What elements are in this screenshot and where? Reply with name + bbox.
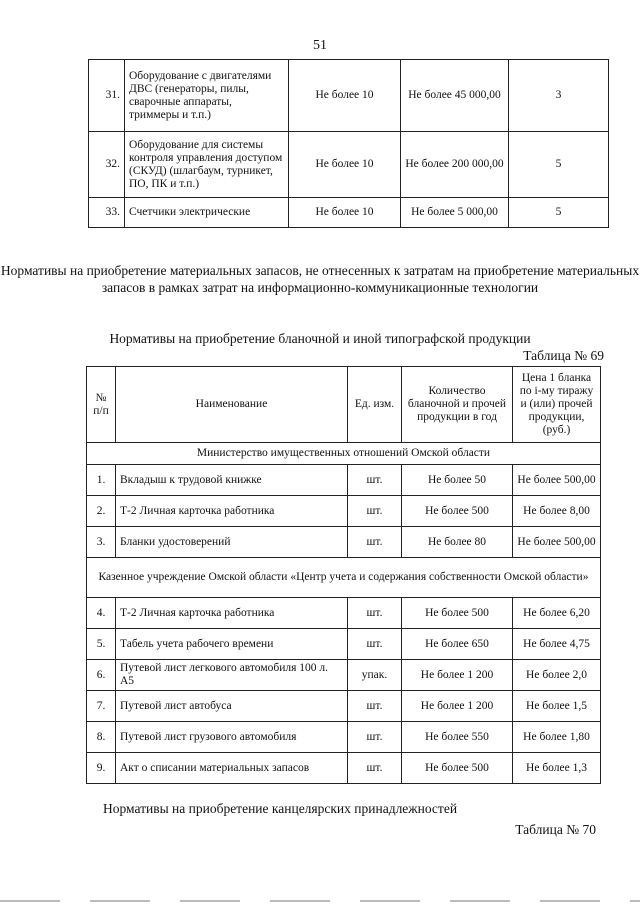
- row-price: Не более 2,0: [513, 660, 601, 691]
- row-quantity: Не более 10: [289, 60, 401, 132]
- row-price: Не более 1,80: [513, 722, 601, 753]
- row-name: Счетчики электрические: [125, 198, 289, 228]
- table-row: [89, 60, 609, 132]
- row-quantity: Не более 10: [289, 132, 401, 198]
- section-row: [87, 558, 601, 598]
- table-row: [89, 198, 609, 228]
- printing-table: [86, 366, 601, 784]
- table-70-caption: Таблица № 70: [515, 822, 596, 837]
- row-quantity: Не более 1 200: [402, 660, 513, 691]
- table-row: [87, 465, 601, 496]
- row-unit: шт.: [348, 496, 402, 527]
- row-number: 8.: [87, 722, 116, 753]
- row-quantity: Не более 1 200: [402, 691, 513, 722]
- table-row: [89, 132, 609, 198]
- row-quantity: Не более 650: [402, 629, 513, 660]
- table-row: [87, 527, 601, 558]
- row-name: Путевой лист автобуса: [116, 691, 348, 722]
- row-price: Не более 8,00: [513, 496, 601, 527]
- row-years: 3: [509, 60, 609, 132]
- row-unit: шт.: [348, 722, 402, 753]
- row-name: Табель учета рабочего времени: [116, 629, 348, 660]
- row-number: 7.: [87, 691, 116, 722]
- page-number: 51: [313, 38, 327, 53]
- row-price: Не более 4,75: [513, 629, 601, 660]
- table-row: [87, 691, 601, 722]
- row-price: Не более 500,00: [513, 527, 601, 558]
- row-number: 6.: [87, 660, 116, 691]
- row-number: 33.: [89, 198, 125, 228]
- row-unit: шт.: [348, 629, 402, 660]
- row-price: Не более 45 000,00: [401, 60, 509, 132]
- heading-stationery: Нормативы на приобретение канцелярских принадлежностей: [102, 801, 458, 816]
- row-years: 5: [509, 198, 609, 228]
- row-number: 9.: [87, 753, 116, 784]
- row-name: Оборудование с двигателями ДВС (генераторы, пилы, сварочные аппараты, триммеры и т.п.): [125, 60, 289, 132]
- row-number: 31.: [89, 60, 125, 132]
- equipment-table: [88, 59, 609, 228]
- table-row: [87, 722, 601, 753]
- table-row: [87, 660, 601, 691]
- row-name: Т-2 Личная карточка работника: [116, 496, 348, 527]
- row-quantity: Не более 10: [289, 198, 401, 228]
- header-qty: Количество бланочной и прочей продукции в год: [402, 367, 513, 443]
- table-69-caption: Таблица № 69: [523, 348, 604, 363]
- header-row: [87, 367, 601, 443]
- row-name: Т-2 Личная карточка работника: [116, 598, 348, 629]
- row-number: 3.: [87, 527, 116, 558]
- row-number: 1.: [87, 465, 116, 496]
- row-name: Путевой лист грузового автомобиля: [116, 722, 348, 753]
- row-quantity: Не более 500: [402, 598, 513, 629]
- heading-printing: Нормативы на приобретение бланочной и иной типографской продукции: [109, 331, 531, 346]
- heading-materials: Нормативы на приобретение материальных запасов, не отнесенных к затратам на приобретение материальных запасов в рамках затрат на информационно-коммуникационные технологии: [0, 263, 640, 295]
- row-unit: шт.: [348, 527, 402, 558]
- header-num: № п/п: [87, 367, 116, 443]
- row-price: Не более 5 000,00: [401, 198, 509, 228]
- page-footer-line: [0, 900, 640, 902]
- row-price: Не более 500,00: [513, 465, 601, 496]
- row-price: Не более 1,3: [513, 753, 601, 784]
- row-name: Акт о списании материальных запасов: [116, 753, 348, 784]
- row-number: 2.: [87, 496, 116, 527]
- row-price: Не более 6,20: [513, 598, 601, 629]
- table-row: [87, 496, 601, 527]
- row-quantity: Не более 80: [402, 527, 513, 558]
- section-row: [87, 443, 601, 465]
- row-years: 5: [509, 132, 609, 198]
- table-row: [87, 629, 601, 660]
- header-price: Цена 1 бланка по i-му тиражу и (или) прочей продукции, (руб.): [513, 367, 601, 443]
- row-name: Оборудование для системы контроля управления доступом (СКУД) (шлагбаум, турникет, ПО, ПК и т.п.): [125, 132, 289, 198]
- table-row: [87, 753, 601, 784]
- row-name: Бланки удостоверений: [116, 527, 348, 558]
- row-name: Путевой лист легкового автомобиля 100 л. А5: [116, 660, 348, 691]
- row-unit: упак.: [348, 660, 402, 691]
- section-title: Министерство имущественных отношений Омской области: [87, 443, 601, 465]
- row-unit: шт.: [348, 753, 402, 784]
- table-row: [87, 598, 601, 629]
- row-number: 32.: [89, 132, 125, 198]
- row-price: Не более 200 000,00: [401, 132, 509, 198]
- row-name: Вкладыш к трудовой книжке: [116, 465, 348, 496]
- row-quantity: Не более 550: [402, 722, 513, 753]
- header-name: Наименование: [116, 367, 348, 443]
- row-number: 5.: [87, 629, 116, 660]
- section-title: Казенное учреждение Омской области «Центр учета и содержания собственности Омской области»: [87, 558, 601, 598]
- row-quantity: Не более 500: [402, 496, 513, 527]
- row-unit: шт.: [348, 465, 402, 496]
- row-unit: шт.: [348, 691, 402, 722]
- header-unit: Ед. изм.: [348, 367, 402, 443]
- row-number: 4.: [87, 598, 116, 629]
- row-price: Не более 1,5: [513, 691, 601, 722]
- row-quantity: Не более 50: [402, 465, 513, 496]
- row-quantity: Не более 500: [402, 753, 513, 784]
- row-unit: шт.: [348, 598, 402, 629]
